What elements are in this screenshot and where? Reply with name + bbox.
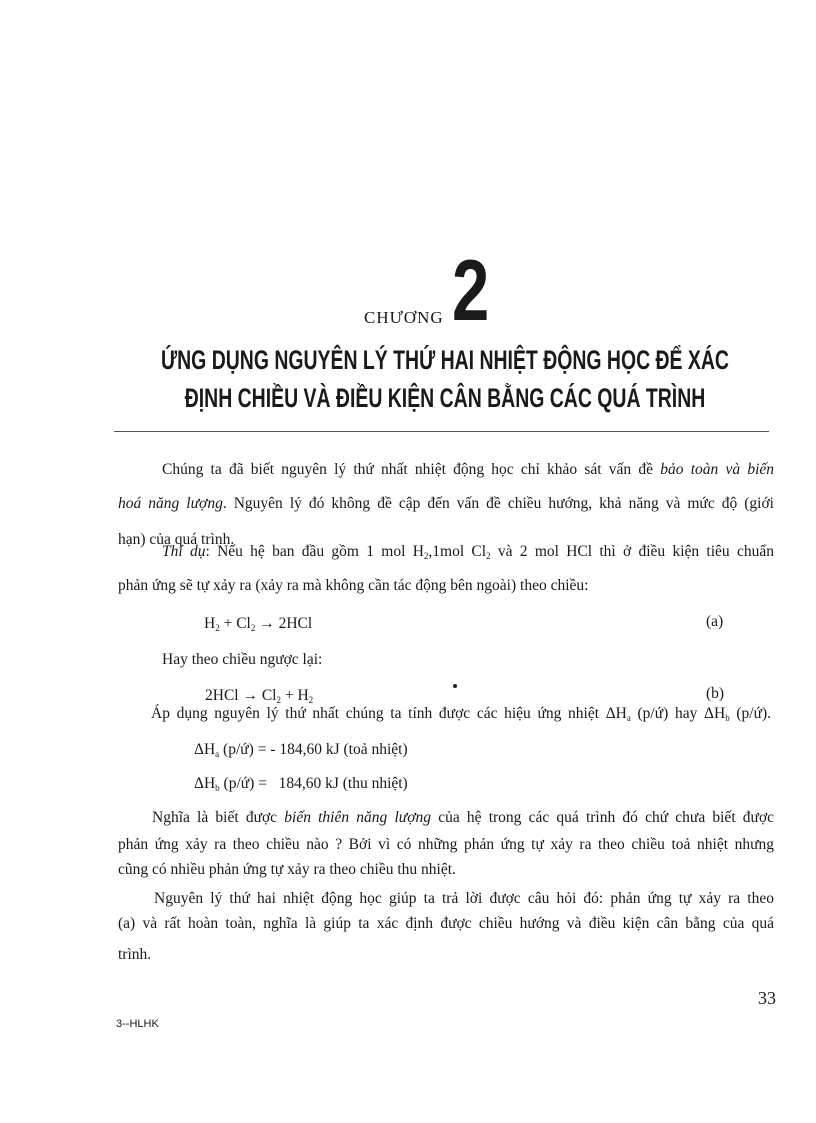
equation-b — [205, 686, 313, 706]
subscript: 2 — [250, 623, 256, 633]
title-divider — [114, 431, 769, 432]
text: H — [204, 615, 216, 632]
subscript: 2 — [423, 551, 429, 561]
paragraph-3: Hay theo chiều ngược lại: — [162, 651, 323, 668]
text: → 2HCl — [255, 615, 313, 632]
text: ΔH — [194, 741, 216, 758]
paragraph-6-line-3: trình. — [118, 946, 152, 963]
emphasis: biến thiên năng lượng — [284, 809, 432, 826]
paragraph-5-line-3: cũng có nhiều phản ứng tự xảy ra theo chiều thu nhiệt. — [118, 861, 456, 878]
text: 2HCl → Cl — [205, 687, 277, 704]
subscript: b — [725, 713, 730, 723]
text: Áp dụng nguyên lý thứ nhất chúng ta tính được các hiệu ứng nhiệt ΔH — [151, 705, 627, 722]
page-number: 33 — [758, 988, 776, 1008]
equation-b-label: (b) — [706, 685, 725, 702]
subscript: 2 — [486, 551, 491, 561]
paragraph-1-line-2 — [118, 494, 774, 514]
page-signature: 3--HLHK — [116, 1018, 159, 1030]
text: (p/ứ) = 184,60 kJ (thu nhiệt) — [219, 775, 408, 792]
paragraph-6-line-2: (a) và rất hoàn toàn, nghĩa là giúp ta xác định được chiều hướng và điều kiện cân bằng của quá — [118, 915, 774, 932]
chapter-number: 2 — [452, 243, 490, 339]
enthalpy-b — [194, 774, 408, 794]
equation-a — [204, 614, 312, 634]
subscript: a — [215, 749, 220, 759]
emphasis: hoá năng lượng — [118, 495, 223, 512]
equation-a-label: (a) — [706, 613, 724, 630]
chapter-title-line-1: ỨNG DỤNG NGUYÊN LÝ THỨ HAI NHIỆT ĐỘNG HỌC ĐỂ XÁC — [161, 345, 729, 375]
text: + Cl — [219, 615, 251, 632]
text: (p/ứ). — [729, 705, 772, 722]
text: ΔH — [194, 775, 216, 792]
subscript: 2 — [276, 695, 281, 705]
paragraph-1-line-3: hạn) của quá trình. — [118, 531, 235, 548]
text: + H — [280, 687, 309, 704]
text: và 2 mol HCl thì ở điều kiện tiêu chuẩn — [490, 543, 774, 560]
subscript: 2 — [308, 695, 314, 705]
subscript: 2 — [215, 623, 220, 633]
text: Nghĩa là biết được — [152, 809, 278, 826]
paragraph-5-line-1 — [152, 808, 774, 828]
text: ,1mol Cl — [428, 543, 487, 560]
emphasis: Thí dụ — [162, 543, 206, 560]
subscript: b — [215, 783, 220, 793]
paragraph-2-line-1 — [162, 542, 774, 562]
text: : Nếu hệ ban đầu gồm 1 mol H — [205, 543, 424, 560]
text: của hệ trong các quá trình đó chứ chưa biết được — [438, 809, 775, 826]
subscript: a — [626, 713, 631, 723]
paragraph-4 — [151, 704, 771, 724]
emphasis: bảo toàn và biến — [660, 461, 774, 478]
scan-speck — [453, 684, 457, 688]
chapter-label: CHƯƠNG — [364, 308, 444, 327]
text: Chúng ta đã biết nguyên lý thứ nhất nhiệt động học chỉ khảo sát vấn đề — [162, 461, 654, 478]
text: . Nguyên lý đó không đề cập đến vấn đề chiều hướng, khả năng và mức độ (giới — [222, 495, 774, 512]
paragraph-2-line-2: phản ứng sẽ tự xảy ra (xảy ra mà không cần tác động bên ngoài) theo chiều: — [118, 577, 589, 594]
chapter-title-line-2: ĐỊNH CHIỀU VÀ ĐIỀU KIỆN CÂN BẰNG CÁC QUÁ TRÌNH — [184, 383, 706, 413]
text: (p/ứ) = - 184,60 kJ (toả nhiệt) — [219, 741, 408, 758]
paragraph-6-line-1: Nguyên lý thứ hai nhiệt động học giúp ta trả lời được câu hỏi đó: phản ứng tự xảy ra theo — [154, 890, 774, 907]
paragraph-1-line-1 — [162, 460, 774, 480]
enthalpy-a — [194, 740, 408, 760]
paragraph-5-line-2: phản ứng xảy ra theo chiều nào ? Bởi vì có những phản ứng tự xảy ra theo chiều toả nhiệt nhưng — [118, 836, 774, 853]
text: (p/ứ) hay ΔH — [630, 705, 726, 722]
